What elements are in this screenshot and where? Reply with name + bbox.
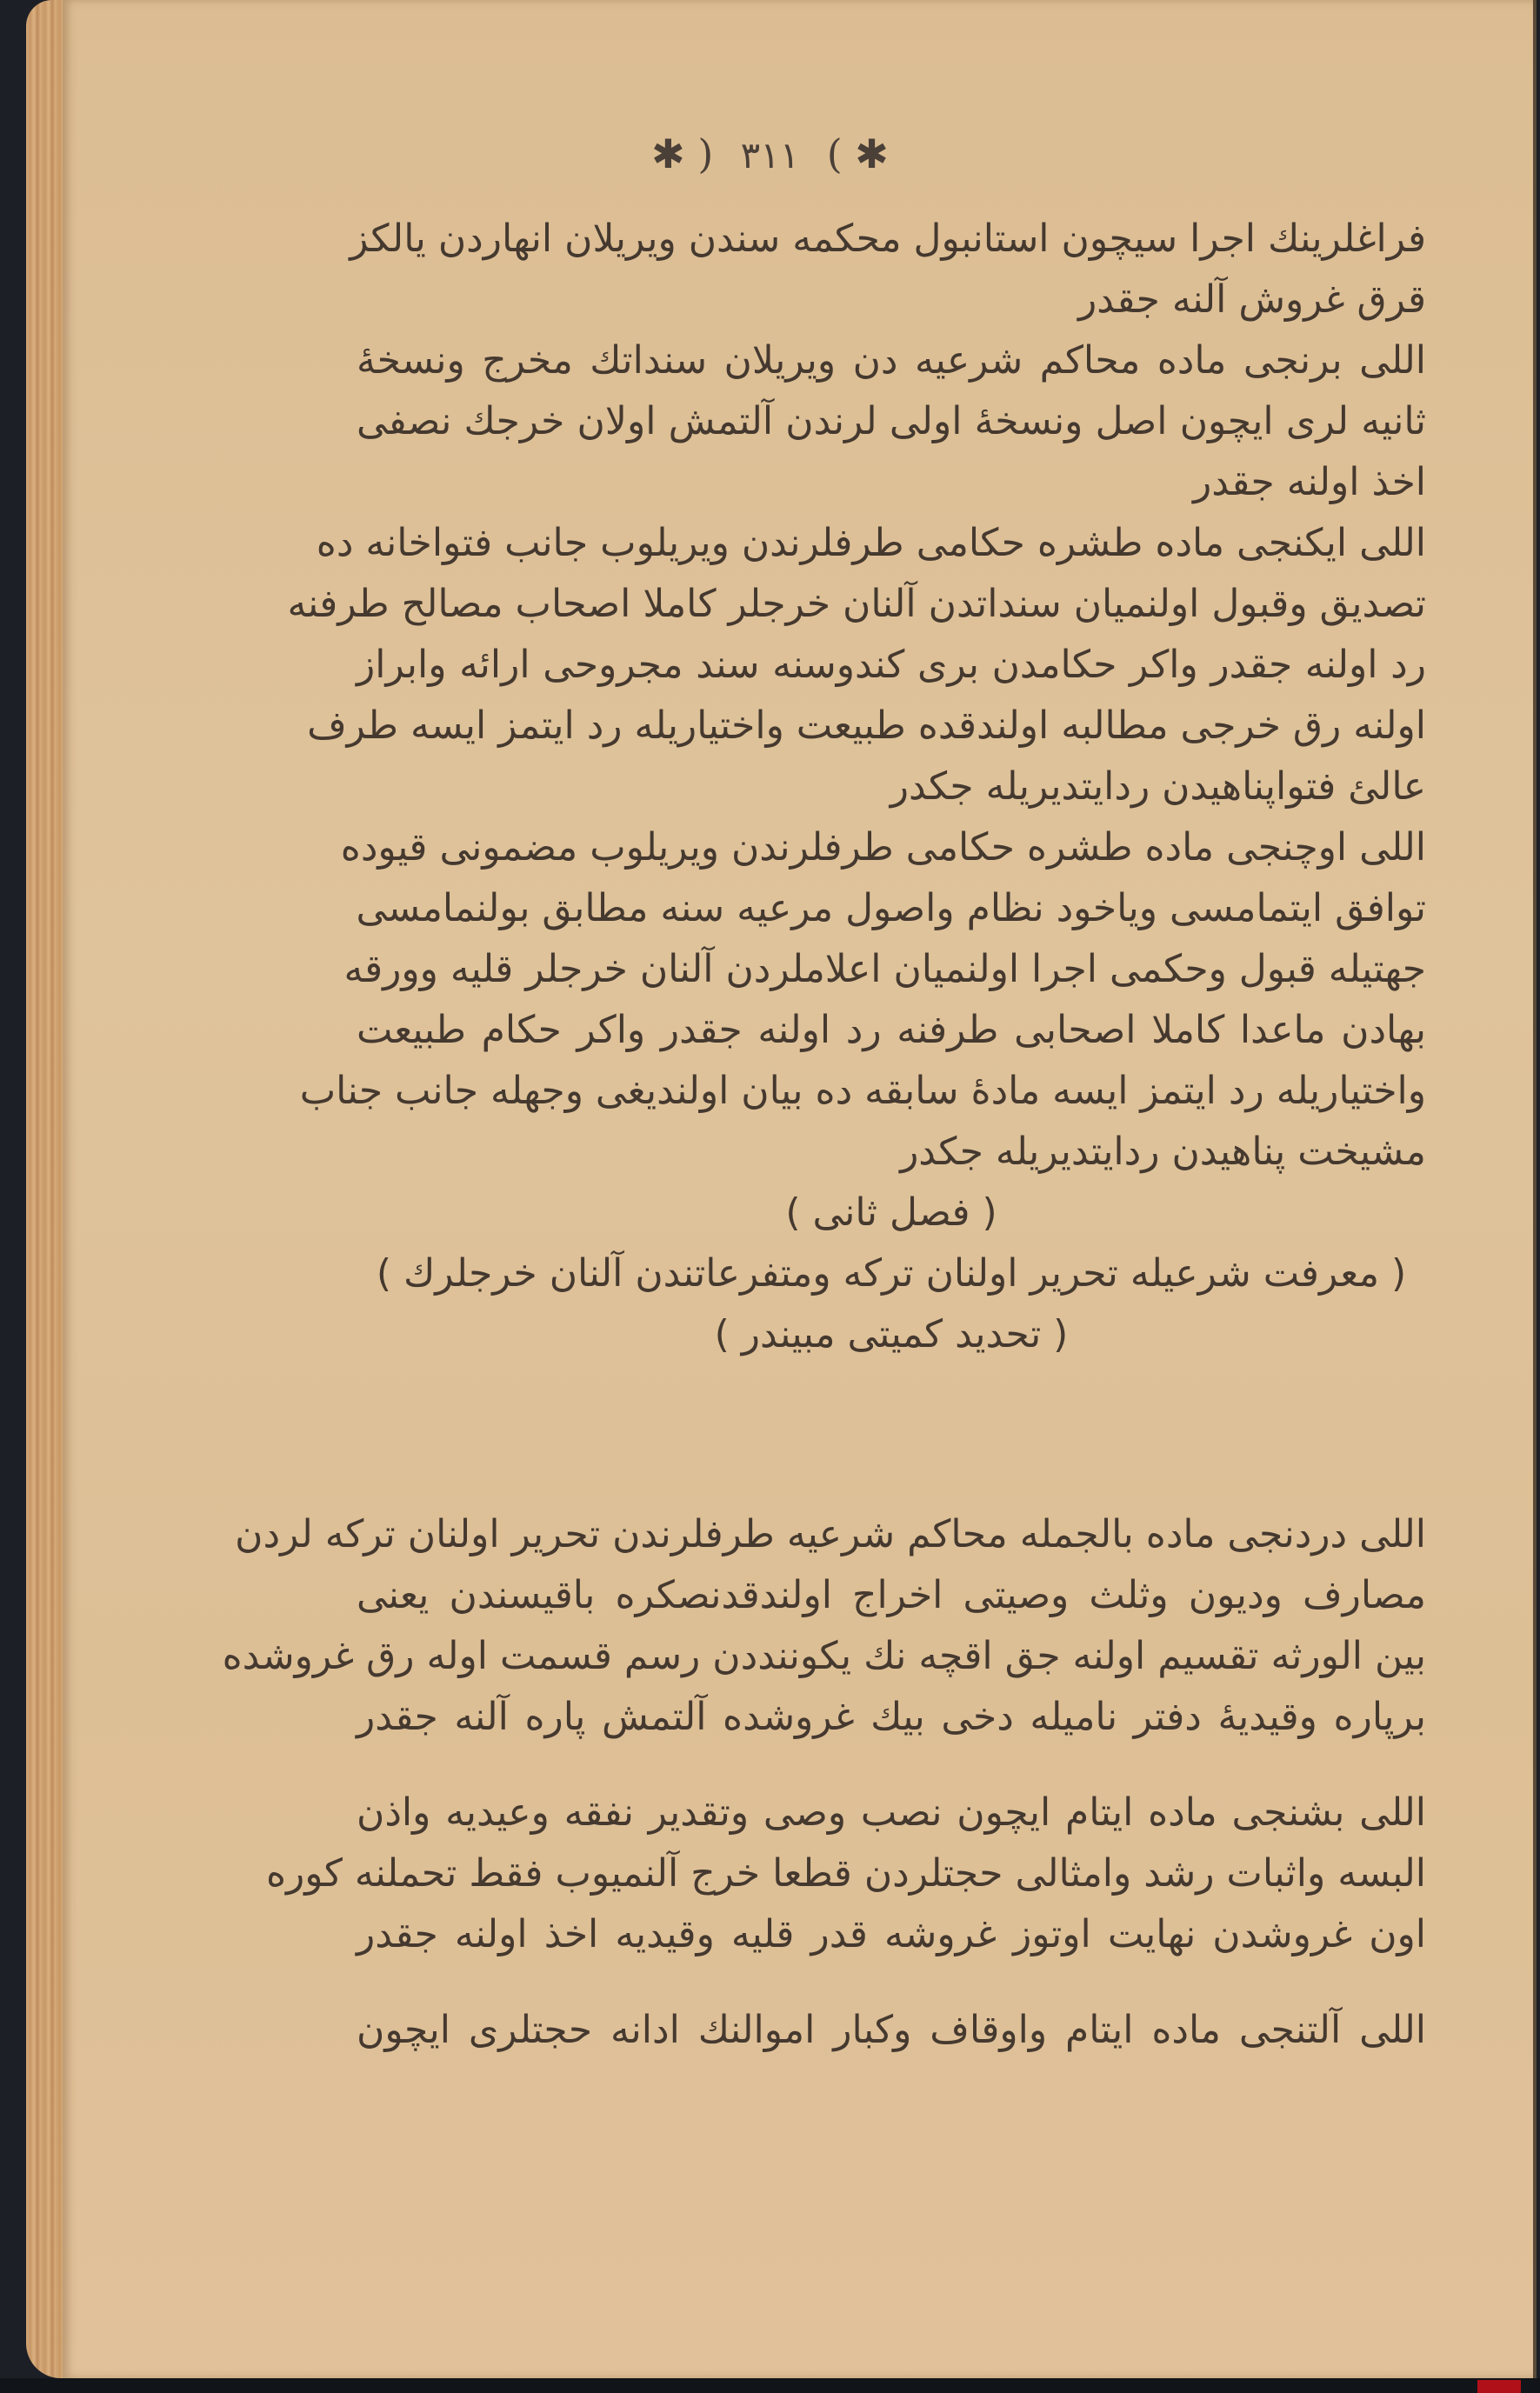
text-line: عالئ فتواپناهيدن ردايتديريله جكدر [890, 764, 1426, 809]
text-line: تصديق وقبول اولنميان سنداتدن آلنان خرجلر كاملا اصحاب مصالح طرفنه [287, 582, 1426, 626]
paragraph-continuation [350, 209, 1426, 330]
scan-color-marker [1477, 2380, 1521, 2393]
section-title: ( فصل ثانى ) [785, 1190, 997, 1235]
text-line: اللى دردنجى ماده بالجمله محاكم شرعيه طرفلرندن تحرير اولنان تركه لردن [235, 1512, 1426, 1556]
text-line: جهتيله قبول وحكمى اجرا اولنميان اعلاملردن آلنان خرجلر قليه وورقه [343, 947, 1426, 991]
article-55 [265, 1783, 1426, 1965]
text-line: اللى ايكنجى ماده طشره حكامى طرفلرندن ويريلوب جانب فتواخانه ده [316, 521, 1426, 565]
text-line: مشيخت پناهيدن ردايتديريله جكدر [900, 1130, 1426, 1174]
text-line: اللى بشنجى ماده ايتام ايچون نصب وصى وتقدير نفقه وعيديه واذن [357, 1790, 1426, 1835]
article-53 [299, 817, 1426, 1183]
body-text-lower [222, 1504, 1426, 2061]
article-51 [357, 330, 1426, 513]
article-52 [287, 513, 1426, 817]
star-ornament-icon: ( ✱ [826, 130, 889, 177]
text-line: اون غروشدن نهايت اوتوز غروشه قدر قليه وقيديه اخذ اولنه جقدر [357, 1912, 1426, 1956]
text-line: توافق ايتمامسى وياخود نظام واصول مرعيه سنه مطابق بولنمامسى [356, 886, 1426, 930]
section-subtitle: ( معرفت شرعيله تحرير اولنان تركه ومتفرعاتندن آلنان خرجلرك ) [376, 1251, 1407, 1296]
text-line: اللى آلتنجى ماده ايتام واوقاف وكبار اموالنك ادانه حجتلرى ايچون [357, 2008, 1426, 2052]
star-ornament-icon: ✱ ) [651, 130, 714, 177]
text-line: اخذ اولنه جقدر [1192, 460, 1426, 504]
page-header [0, 130, 1540, 177]
article-54 [222, 1504, 1426, 1748]
text-line: رد اولنه جقدر واكر حكامدن برى كندوسنه سند مجروحى ارائه وابراز [357, 643, 1426, 687]
text-line: بين الورثه تقسيم اولنه جق اقچه نك يكوننددن رسم قسمت اوله رق غروشده [222, 1634, 1426, 1678]
page-number: ٣١١ [740, 134, 800, 177]
section-heading [357, 1183, 1426, 1365]
section-subtitle: ( تحديد كميتى مبيندر ) [714, 1312, 1069, 1356]
page-right-edge [1533, 0, 1537, 2378]
text-line: اللى برنجى ماده محاكم شرعيه دن ويريلان سنداتك مخرج ونسخهٔ [357, 338, 1426, 383]
text-line: بهادن ماعدا كاملا اصحابى طرفنه رد اولنه جقدر واكر حكام طبيعت [357, 1008, 1426, 1052]
book-page-stack-edge [26, 0, 65, 2378]
text-line: مصارف وديون وثلث وصيتى اخراج اولندقدنصكره باقيسندن يعنى [357, 1573, 1426, 1617]
text-line: ثانيه لرى ايچون اصل ونسخهٔ اولى لرندن آلتمش اولان خرجك نصفى [357, 399, 1426, 443]
text-line: اللى اوچنجى ماده طشره حكامى طرفلرندن ويريلوب مضمونى قيوده [340, 825, 1426, 870]
text-line: البسه واثبات رشد وامثالى حجتلردن قطعا خرج آلنميوب فقط تحملنه كوره [265, 1851, 1426, 1896]
text-line: اولنه رق خرجى مطالبه اولندقده طبيعت واختياريله رد ايتمز ايسه طرف [307, 703, 1426, 748]
article-56 [357, 2000, 1426, 2061]
text-line: برپاره وقيديهٔ دفتر ناميله دخى بيك غروشده آلتمش پاره آلنه جقدر [357, 1695, 1426, 1739]
text-line: فراغلرينك اجرا سيچون استانبول محكمه سندن ويريلان انهاردن يالكز [350, 217, 1426, 261]
scan-bottom-background [0, 2378, 1540, 2393]
text-line: قرق غروش آلنه جقدر [1078, 277, 1426, 322]
text-line: واختياريله رد ايتمز ايسه مادهٔ سابقه ده بيان اولنديغى وجهله جانب جناب [299, 1069, 1426, 1113]
body-text-upper [287, 209, 1426, 1365]
